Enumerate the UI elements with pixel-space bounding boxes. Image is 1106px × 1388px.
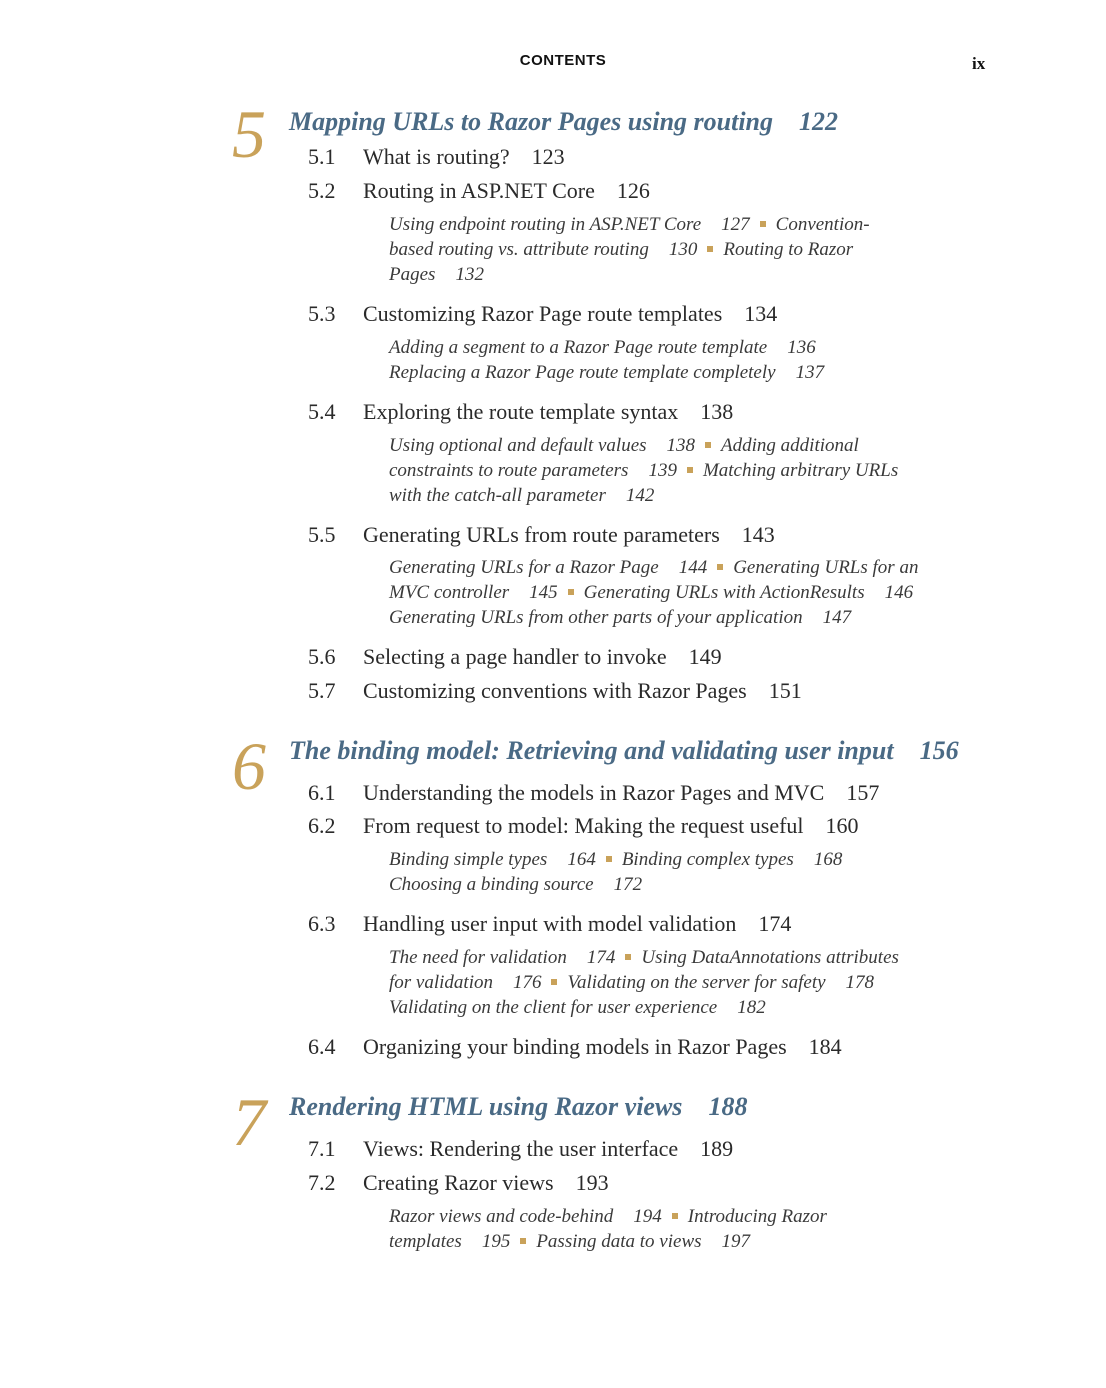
subsection-page: 147 xyxy=(822,607,852,628)
subsection-line xyxy=(389,1229,827,1254)
subsection-page: 194 xyxy=(633,1206,662,1227)
subsection-title[interactable]: Pages xyxy=(389,264,436,285)
section-page: 193 xyxy=(575,1170,609,1195)
subsection-page: 182 xyxy=(737,997,766,1018)
section-number: 5.7 xyxy=(308,678,336,703)
subsection-line xyxy=(389,945,899,970)
subsection-title[interactable]: templates xyxy=(389,1231,462,1252)
subsection-block xyxy=(389,212,870,287)
chapter-title-text: The binding model: Retrieving and validating user input xyxy=(289,736,894,765)
subsection-title[interactable]: Passing data to views xyxy=(536,1231,702,1252)
subsection-line xyxy=(389,995,899,1020)
subsection-title[interactable]: Generating URLs with ActionResults xyxy=(583,582,865,603)
subsection-line xyxy=(389,433,898,458)
subsection-title[interactable]: Using endpoint routing in ASP.NET Core xyxy=(389,214,702,235)
section-entry[interactable] xyxy=(308,399,733,425)
subsection-page: 176 xyxy=(512,972,542,993)
subsection-line xyxy=(389,458,898,483)
bullet-separator-icon xyxy=(687,467,693,473)
section-page: 126 xyxy=(616,178,650,203)
section-number: 7.2 xyxy=(308,1170,336,1195)
subsection-title[interactable]: Adding a segment to a Razor Page route template xyxy=(389,337,768,358)
subsection-line xyxy=(389,360,824,385)
bullet-separator-icon xyxy=(625,954,631,960)
subsection-title[interactable]: with the catch-all parameter xyxy=(389,485,606,506)
subsection-title[interactable]: Adding additional xyxy=(721,435,859,456)
subsection-line xyxy=(389,847,842,872)
chapter-title-text: Mapping URLs to Razor Pages using routing xyxy=(289,107,774,136)
subsection-line xyxy=(389,335,824,360)
bullet-separator-icon xyxy=(672,1213,678,1219)
bullet-separator-icon xyxy=(707,246,713,252)
subsection-page: 130 xyxy=(668,239,698,260)
section-page: 160 xyxy=(825,813,859,838)
section-number: 5.5 xyxy=(308,522,336,547)
section-number: 6.3 xyxy=(308,911,336,936)
section-page: 157 xyxy=(846,780,880,805)
running-header-title: CONTENTS xyxy=(519,52,607,69)
section-number: 6.4 xyxy=(308,1034,336,1059)
subsection-title[interactable]: Choosing a binding source xyxy=(389,874,594,895)
section-page: 189 xyxy=(700,1136,734,1161)
chapter-number: 5 xyxy=(232,96,266,172)
section-page: 138 xyxy=(700,399,734,424)
section-title: Customizing Razor Page route templates xyxy=(363,301,723,326)
chapter-title[interactable] xyxy=(289,107,838,137)
subsection-page: 195 xyxy=(481,1231,511,1252)
subsection-page: 164 xyxy=(567,849,596,870)
subsection-title[interactable]: constraints to route parameters xyxy=(389,460,629,481)
section-page: 184 xyxy=(808,1034,842,1059)
subsection-block xyxy=(389,945,899,1020)
subsection-title[interactable]: Replacing a Razor Page route template completely xyxy=(389,362,776,383)
subsection-line xyxy=(389,483,898,508)
section-number: 6.1 xyxy=(308,780,336,805)
subsection-page: 142 xyxy=(625,485,655,506)
section-entry[interactable] xyxy=(308,644,722,670)
section-number: 5.6 xyxy=(308,644,336,669)
subsection-line xyxy=(389,1204,827,1229)
chapter-number: 6 xyxy=(232,728,266,804)
subsection-page: 136 xyxy=(787,337,816,358)
section-number: 7.1 xyxy=(308,1136,336,1161)
section-number: 6.2 xyxy=(308,813,336,838)
subsection-title[interactable]: Generating URLs for a Razor Page xyxy=(389,557,659,578)
section-title: Routing in ASP.NET Core xyxy=(363,178,595,203)
chapter-title[interactable] xyxy=(289,1092,747,1122)
section-number: 5.4 xyxy=(308,399,336,424)
section-entry[interactable] xyxy=(308,301,777,327)
section-entry[interactable] xyxy=(308,1170,609,1196)
subsection-page: 197 xyxy=(721,1231,751,1252)
section-entry[interactable] xyxy=(308,522,775,548)
subsection-line xyxy=(389,262,870,287)
subsection-title[interactable]: MVC controller xyxy=(389,582,510,603)
subsection-page: 168 xyxy=(813,849,843,870)
subsection-page: 139 xyxy=(648,460,677,481)
section-title: What is routing? xyxy=(363,144,510,169)
page-number: ix xyxy=(972,54,986,73)
subsection-page: 178 xyxy=(845,972,875,993)
subsection-page: 145 xyxy=(529,582,558,603)
subsection-title[interactable]: Generating URLs for an xyxy=(733,557,919,578)
subsection-title[interactable]: Using optional and default values xyxy=(389,435,647,456)
subsection-title[interactable]: for validation xyxy=(389,972,493,993)
section-number: 5.1 xyxy=(308,144,336,169)
subsection-block xyxy=(389,335,824,385)
subsection-line xyxy=(389,605,918,630)
section-title: Organizing your binding models in Razor Pages xyxy=(363,1034,787,1059)
subsection-title[interactable]: Validating on the client for user experience xyxy=(389,997,718,1018)
subsection-line xyxy=(389,872,842,897)
section-title: Selecting a page handler to invoke xyxy=(363,644,667,669)
section-title: Handling user input with model validation xyxy=(363,911,737,936)
section-entry[interactable] xyxy=(308,678,802,704)
subsection-title[interactable]: Binding complex types xyxy=(621,849,794,870)
chapter-title[interactable] xyxy=(289,736,959,766)
subsection-title[interactable]: Validating on the server for safety xyxy=(567,972,826,993)
section-entry[interactable] xyxy=(308,1034,842,1060)
section-title: Understanding the models in Razor Pages and MVC xyxy=(363,780,825,805)
subsection-block xyxy=(389,555,918,630)
subsection-line xyxy=(389,237,870,262)
section-number: 5.3 xyxy=(308,301,336,326)
section-page: 151 xyxy=(768,678,802,703)
section-title: Exploring the route template syntax xyxy=(363,399,679,424)
subsection-page: 172 xyxy=(613,874,643,895)
subsection-block xyxy=(389,433,898,508)
subsection-title[interactable]: Generating URLs from other parts of your application xyxy=(389,607,803,628)
subsection-title[interactable]: Convention- xyxy=(775,214,870,235)
subsection-title[interactable]: Binding simple types xyxy=(389,849,548,870)
chapter-title-text: Rendering HTML using Razor views xyxy=(289,1092,683,1121)
subsection-block xyxy=(389,1204,827,1254)
subsection-title[interactable]: Razor views and code-behind xyxy=(389,1206,614,1227)
section-number: 5.2 xyxy=(308,178,336,203)
section-title: From request to model: Making the request useful xyxy=(363,813,804,838)
subsection-title[interactable]: based routing vs. attribute routing xyxy=(389,239,649,260)
bullet-separator-icon xyxy=(568,589,574,595)
section-entry[interactable] xyxy=(308,911,791,937)
subsection-title[interactable]: The need for validation xyxy=(389,947,567,968)
section-title: Generating URLs from route parameters xyxy=(363,522,720,547)
subsection-page: 127 xyxy=(721,214,750,235)
bullet-separator-icon xyxy=(520,1238,526,1244)
subsection-line xyxy=(389,580,918,605)
subsection-title[interactable]: Routing to Razor xyxy=(723,239,854,260)
section-title: Views: Rendering the user interface xyxy=(363,1136,679,1161)
bullet-separator-icon xyxy=(705,442,711,448)
section-entry[interactable] xyxy=(308,1136,733,1162)
section-page: 149 xyxy=(688,644,722,669)
section-page: 134 xyxy=(744,301,778,326)
subsection-title[interactable]: Introducing Razor xyxy=(687,1206,827,1227)
chapter-page: 188 xyxy=(708,1092,748,1121)
subsection-title[interactable]: Using DataAnnotations attributes xyxy=(641,947,899,968)
subsection-line xyxy=(389,212,870,237)
section-entry[interactable] xyxy=(308,813,859,839)
bullet-separator-icon xyxy=(717,564,723,570)
subsection-page: 174 xyxy=(586,947,616,968)
section-entry[interactable] xyxy=(308,144,565,170)
section-entry[interactable] xyxy=(308,780,879,806)
subsection-page: 132 xyxy=(455,264,484,285)
chapter-page: 156 xyxy=(919,736,959,765)
bullet-separator-icon xyxy=(606,856,612,862)
subsection-title[interactable]: Matching arbitrary URLs xyxy=(702,460,899,481)
subsection-page: 144 xyxy=(678,557,708,578)
subsection-line xyxy=(389,970,899,995)
subsection-block xyxy=(389,847,842,897)
section-page: 174 xyxy=(758,911,792,936)
section-entry[interactable] xyxy=(308,178,650,204)
subsection-page: 146 xyxy=(884,582,914,603)
subsection-page: 138 xyxy=(666,435,696,456)
section-page: 123 xyxy=(531,144,565,169)
bullet-separator-icon xyxy=(551,979,557,985)
section-title: Creating Razor views xyxy=(363,1170,554,1195)
section-page: 143 xyxy=(741,522,775,547)
chapter-number: 7 xyxy=(232,1084,266,1160)
subsection-line xyxy=(389,555,918,580)
bullet-separator-icon xyxy=(760,221,766,227)
subsection-page: 137 xyxy=(795,362,825,383)
section-title: Customizing conventions with Razor Pages xyxy=(363,678,747,703)
chapter-page: 122 xyxy=(799,107,839,136)
